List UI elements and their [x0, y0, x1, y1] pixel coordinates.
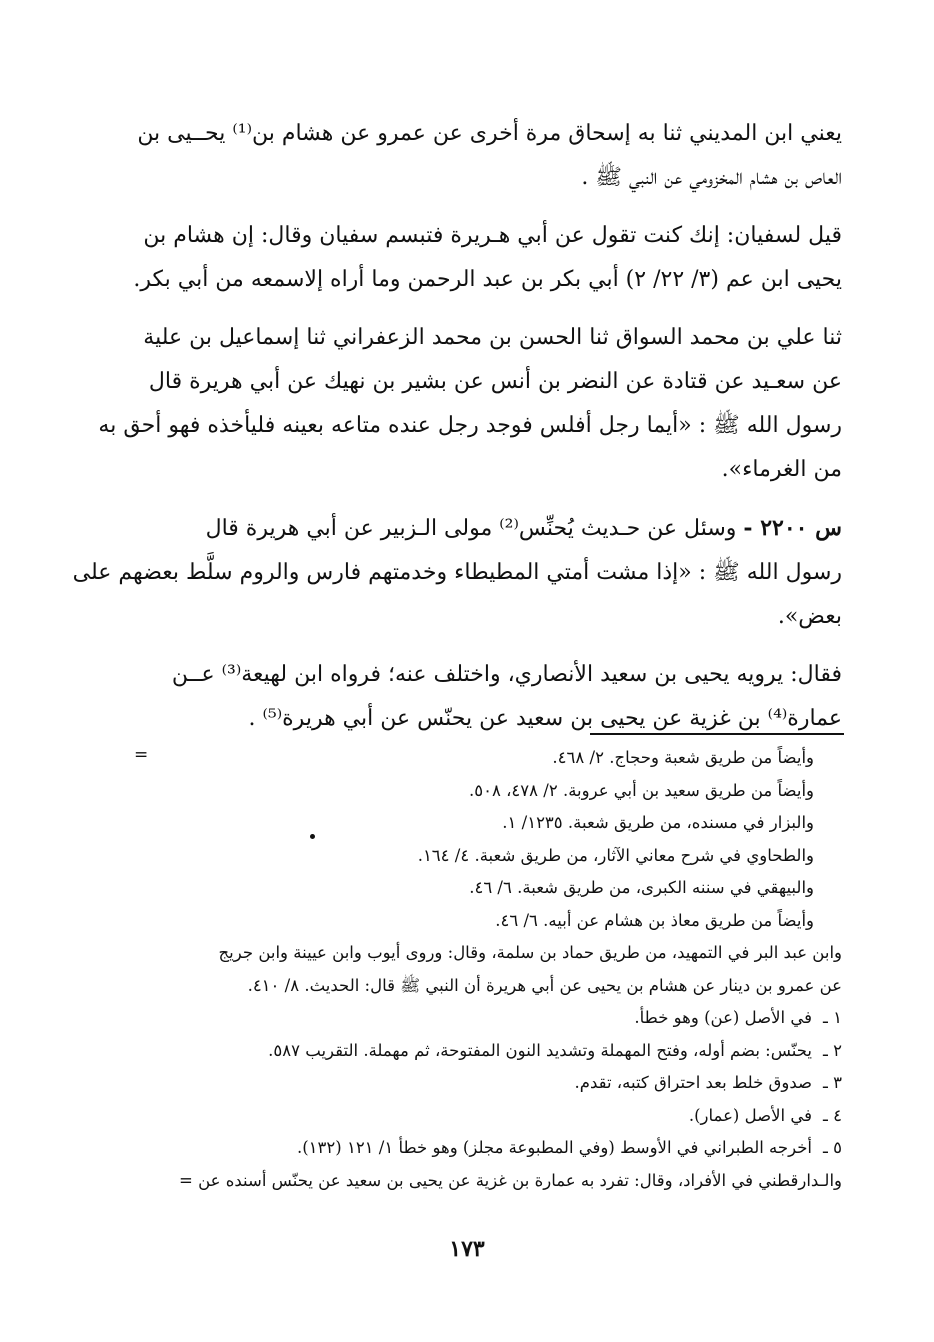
- footnote-line: والطحاوي في شرح معاني الآثار، من طريق شعبة. ٤/ ١٦٤.: [417, 845, 814, 865]
- footnote-text: في الأصل (عمار).: [688, 1105, 812, 1125]
- text-line: رسول الله ﷺ : «إذا مشت أمتي المطيطاء وخدمتهم فارس والروم سلَّط بعضهم على: [72, 560, 842, 585]
- text-line: العاص بن هشام المخزومي عن النبي ﷺ .: [581, 165, 842, 190]
- footnote-text: في الأصل (عن) وهو خطأ.: [634, 1008, 812, 1027]
- text-line: قيل لسفيان: إنك كنت تقول عن أبي هـريرة فتبسم سفيان وقال: إن هشام بن: [143, 223, 842, 248]
- text-line: عن سعـيد عن قتادة عن النضر بن أنس عن بشير بن نهيك عن أبي هريرة قال: [148, 369, 842, 394]
- footnote-line: والـدارقطني في الأفراد، وقال: تفرد به عمارة بن غزية عن يحيى بن سعيد عن يحنّس أسنده عن =: [179, 1170, 842, 1190]
- footnote-4: [112, 1100, 842, 1133]
- paragraph-answer: [136, 653, 842, 741]
- footnote-number: ٢ ـ: [823, 1040, 842, 1060]
- paragraph-2: [133, 214, 842, 302]
- footnote-5: [112, 1132, 842, 1165]
- footnote-number: ٤ ـ: [823, 1105, 842, 1125]
- text-line: رسول الله ﷺ : «أيما رجل أفلس فوجد رجل عنده متاعه بعينه فليأخذه فهو أحق به: [98, 413, 842, 438]
- footnote-text: أخرجه الطبراني في الأوسط (وفي المطبوعة مجلز) وهو خطأ ١/ ١٢١ (١٣٢).: [296, 1138, 812, 1157]
- footnote-line: وابن عبد البر في التمهيد، من طريق حماد بن سلمة، وقال: وروى أيوب وابن عيينة وابن جريج: [218, 943, 842, 962]
- footnote-separator: [590, 733, 844, 735]
- text-line: بعض».: [777, 604, 842, 629]
- text-line: من الغرماء».: [721, 457, 842, 482]
- text-line: [136, 506, 842, 551]
- footnote-number: ٣ ـ: [823, 1073, 842, 1092]
- footnote-1: [112, 1002, 842, 1035]
- footnote-number: ١ ـ: [823, 1008, 842, 1027]
- footnotes: [112, 742, 842, 1197]
- paragraph-question-2200: [72, 506, 842, 639]
- text-line: فقال: يرويه يحيى بن سعيد الأنصاري، واختلف عنه؛ فرواه ابن لهيعة⁽³⁾ عــن: [171, 662, 842, 687]
- text-line: يحيى ابن عم (٣/ ٢٢/ ٢) أبي بكر بن عبد الرحمن وما أراه إلاسمعه من أبي بكر.: [133, 267, 842, 292]
- footnote-3: [112, 1067, 842, 1100]
- footnote-text: صدوق خلط بعد احتراق كتبه، تقدم.: [574, 1073, 812, 1092]
- text-line: ثنا علي بن محمد السواق ثنا الحسن بن محمد الزعفراني ثنا إسماعيل بن علية: [143, 325, 842, 350]
- text-line: يعني ابن المديني ثنا به إسحاق مرة أخرى عن عمرو عن هشام بن⁽¹⁾ يحــيى بن: [137, 121, 842, 146]
- footnote-line: والبيهقي في سننه الكبرى، من طريق شعبة. ٦/ ٤٦.: [469, 878, 814, 897]
- footnote-text: يحنّس: بضم أوله، وفتح المهملة وتشديد النون المفتوحة، ثم مهملة. التقريب ٥٨٧.: [268, 1040, 812, 1060]
- footnote-line: وأيضاً من طريق سعيد بن أبي عروبة. ٢/ ٤٧٨، ٥٠٨.: [469, 780, 814, 800]
- text-line: عمارة⁽⁴⁾ بن غزية عن يحيى بن سعيد عن يحنّس عن أبي هريرة⁽⁵⁾ .: [248, 706, 842, 731]
- page-number: ١٧٣: [449, 1236, 485, 1262]
- footnote-line: عن عمرو بن دينار عن هشام بن يحيى عن أبي هريرة أن النبي ﷺ قال: الحديث. ٨/ ٤١٠.: [247, 975, 842, 995]
- footnote-number: ٥ ـ: [823, 1138, 842, 1157]
- question-text: وسئل عن حـديث يُحنِّس⁽²⁾ مولى الـزبير عن أبي هريرة قال: [205, 516, 737, 541]
- main-text: [72, 112, 842, 755]
- question-number: س ٢٢٠٠ -: [743, 515, 842, 541]
- continuation-mark: =: [134, 745, 149, 765]
- footnote-2: [112, 1035, 842, 1068]
- paragraph-1: [136, 112, 842, 200]
- paragraph-3: [98, 316, 842, 492]
- footnote-line: والبزار في مسنده، من طريق شعبة. ١٢٣٥/ ١.: [502, 813, 814, 832]
- footnote-line: وأيضاً من طريق شعبة وحجاج. ٢/ ٤٦٨.: [552, 748, 814, 767]
- footnote-line: وأيضاً من طريق معاذ بن هشام عن أبيه. ٦/ ٤٦.: [495, 910, 814, 930]
